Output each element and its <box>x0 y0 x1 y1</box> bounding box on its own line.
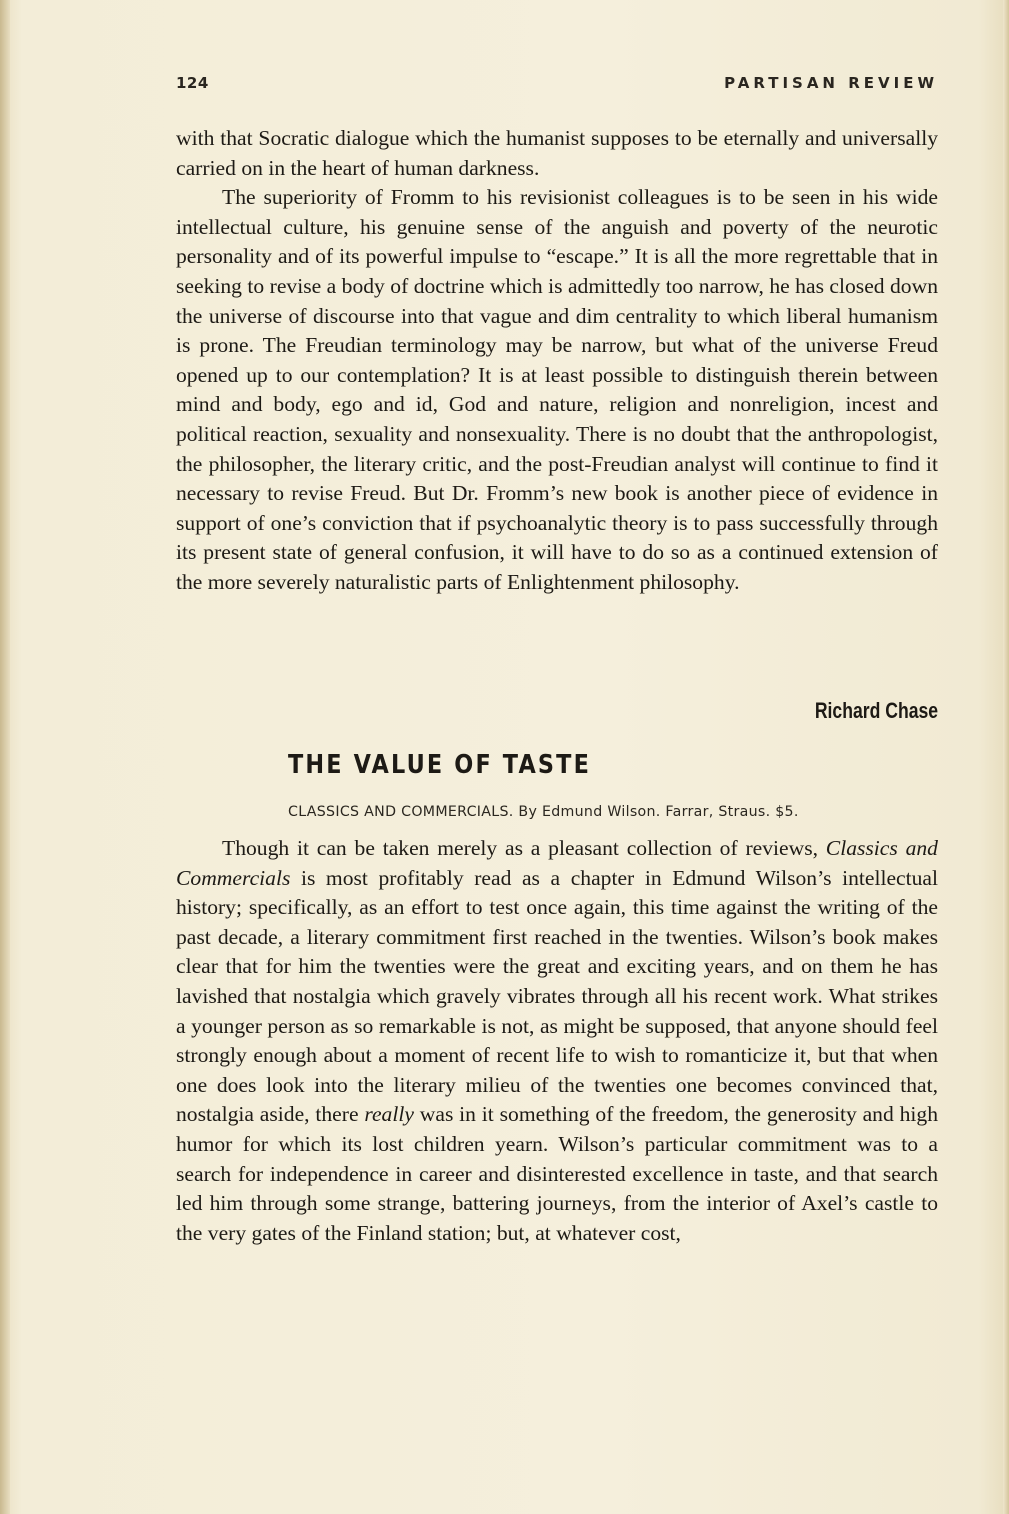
paragraph-text: Though it can be taken merely as a pleasant collection of reviews, <box>222 836 826 860</box>
paragraph <box>176 834 938 1248</box>
first-article-text <box>176 124 938 598</box>
second-article-text <box>176 834 938 1248</box>
journal-title: PARTISAN REVIEW <box>724 74 938 92</box>
paragraph-text: was in it something of the freedom, the generosity and high humor for which its lost children yearn. Wilson’s particular commitment was to a search for independence in career and disinterested excellence in taste, and that search led him through some strange, battering journeys, from the interior of Axel’s castle to the very gates of the Finland station; but, at whatever cost, <box>176 1102 938 1245</box>
page-gutter-shadow <box>0 0 10 1514</box>
paragraph: with that Socratic dialogue which the humanist supposes to be eternally and universally carried on in the heart of human darkness. <box>176 126 938 180</box>
paragraph: The superiority of Fromm to his revisionist colleagues is to be seen in his wide intellectual culture, his genuine sense of the anguish and poverty of the neurotic personality and of its powerful impulse to “escape.” It is all the more regrettable that in seeking to revise a body of doctrine which is admittedly too narrow, he has closed down the universe of discourse into that vague and dim centrality to which liberal humanism is prone. The Freudian terminology may be narrow, but what of the universe Freud opened up to our contemplation? It is at least possible to distinguish therein between mind and body, ego and id, God and nature, religion and nonreligion, incest and political reaction, sexuality and nonsexuality. There is no doubt that the anthropologist, the philosopher, the literary critic, and the post-Freudian analyst will continue to find it necessary to revise Freud. But Dr. Fromm’s new book is another piece of evidence in support of one’s conviction that if psychoanalytic theory is to pass successfully through its present state of general confusion, it will have to do so as a continued extension of the more severely naturalistic parts of Enlightenment philosophy. <box>176 185 938 594</box>
paragraph-text: is most profitably read as a chapter in Edmund Wilson’s intellectual history; specifically, as an effort to test once again, this time against the writing of the past decade, a literary commitment first reached in the twenties. Wilson’s book makes clear that for him the twenties were the great and exciting years, and on them he has lavished that nostalgia which gravely vibrates through all his recent work. What strikes a younger person as so remarkable is not, as might be supposed, that anyone should feel strongly enough about a moment of recent life to wish to romanticize it, but that when one does look into the literary milieu of the twenties one becomes convinced that, nostalgia aside, there <box>176 865 938 1127</box>
page-edge-shadow <box>1003 0 1009 1514</box>
article-heading: THE VALUE OF TASTE <box>288 750 592 780</box>
running-head <box>176 74 938 98</box>
book-title-italic: Classics and Commercials <box>176 836 938 890</box>
author-signature: Richard Chase <box>814 698 938 723</box>
emphasis-italic: really <box>364 1102 414 1127</box>
book-citation: CLASSICS AND COMMERCIALS. By Edmund Wilson. Farrar, Straus. $5. <box>288 804 799 820</box>
page-number: 124 <box>176 74 209 92</box>
